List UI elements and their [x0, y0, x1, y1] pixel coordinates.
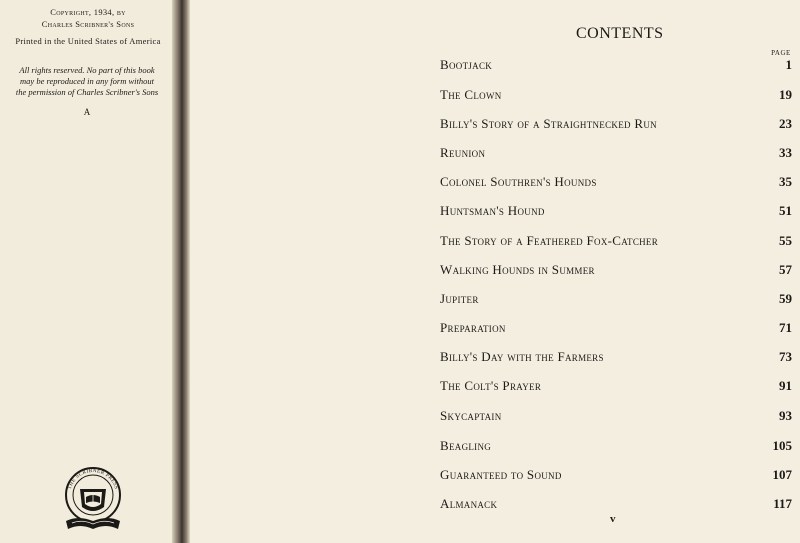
toc-entry-title: Jupiter — [440, 291, 479, 306]
toc-entry-page: 71 — [779, 320, 792, 335]
toc-entry-page: 1 — [785, 57, 792, 72]
toc-entry[interactable] — [440, 57, 792, 77]
toc-entry[interactable] — [440, 378, 792, 398]
toc-entry[interactable] — [440, 467, 792, 487]
toc-entry[interactable] — [440, 262, 792, 282]
copyright-block — [8, 6, 168, 47]
toc-entry[interactable] — [440, 203, 792, 223]
toc-entry-page: 19 — [779, 87, 792, 102]
toc-entry-title: Skycaptain — [440, 408, 502, 423]
toc-entry-page: 107 — [772, 467, 792, 482]
rights-line: the permission of Charles Scribner's Sons — [15, 87, 159, 97]
toc-entry[interactable] — [440, 408, 792, 428]
toc-entry-title: Reunion — [440, 145, 486, 160]
toc-entry-title: The Colt's Prayer — [440, 378, 542, 393]
toc-entry-title: Billy's Story of a Straightnecked Run — [440, 116, 657, 131]
toc-entry-title: Walking Hounds in Summer — [440, 262, 595, 277]
toc-entry[interactable] — [440, 233, 792, 253]
printing-letter: A — [83, 107, 91, 117]
toc-entry-page: 91 — [779, 378, 792, 393]
rights-line: may be reproduced in any form without — [20, 76, 154, 86]
contents-title: CONTENTS — [576, 25, 664, 42]
toc-entry-page: 105 — [772, 438, 792, 453]
rights-line: All rights reserved. No part of this book — [19, 65, 155, 75]
toc-entry[interactable] — [440, 291, 792, 311]
toc-entry-page: 33 — [779, 145, 792, 160]
toc-entry-title: Billy's Day with the Farmers — [440, 349, 604, 364]
publisher-line: Charles Scribner's Sons — [41, 19, 135, 29]
toc-entry-page: 59 — [779, 291, 792, 306]
copyright-page — [0, 0, 172, 543]
printed-line: Printed in the United States of America — [15, 36, 161, 46]
toc-entry-page: 57 — [779, 262, 792, 277]
toc-entry-title: Guaranteed to Sound — [440, 467, 562, 482]
toc-entry-title: Preparation — [440, 320, 506, 335]
seal-text: THE SCRIBNER PRESS — [66, 467, 120, 491]
toc-entry-title: Huntsman's Hound — [440, 203, 545, 218]
toc-entry[interactable] — [440, 320, 792, 340]
toc-entry-title: Almanack — [440, 496, 498, 511]
toc-entry-title: The Story of a Feathered Fox-Catcher — [440, 233, 659, 248]
toc-entry[interactable] — [440, 145, 792, 165]
rights-notice — [4, 65, 170, 98]
toc-entry-page: 23 — [779, 116, 792, 131]
toc-entry[interactable] — [440, 116, 792, 136]
toc-entry-page: 55 — [779, 233, 792, 248]
toc-entry[interactable] — [440, 174, 792, 194]
book-gutter — [172, 0, 190, 543]
toc-entry-title: Bootjack — [440, 57, 493, 72]
toc-entry[interactable] — [440, 438, 792, 458]
toc-entry-page: 93 — [779, 408, 792, 423]
toc-entry-page: 51 — [779, 203, 792, 218]
toc-entry-page: 73 — [779, 349, 792, 364]
toc-entry-title: Colonel Southren's Hounds — [440, 174, 597, 189]
toc-entry[interactable] — [440, 349, 792, 369]
scribner-press-seal-icon — [58, 461, 128, 537]
toc-entry-title: The Clown — [440, 87, 502, 102]
toc-entry-page: 117 — [773, 496, 792, 511]
toc-entry[interactable] — [440, 496, 792, 516]
page-folio: v — [610, 513, 616, 525]
toc-entry-title: Beagling — [440, 438, 492, 453]
toc-entry[interactable] — [440, 87, 792, 107]
page-column-header: PAGE — [771, 49, 791, 57]
copyright-line: Copyright, 1934, by — [50, 7, 126, 17]
toc-entry-page: 35 — [779, 174, 792, 189]
